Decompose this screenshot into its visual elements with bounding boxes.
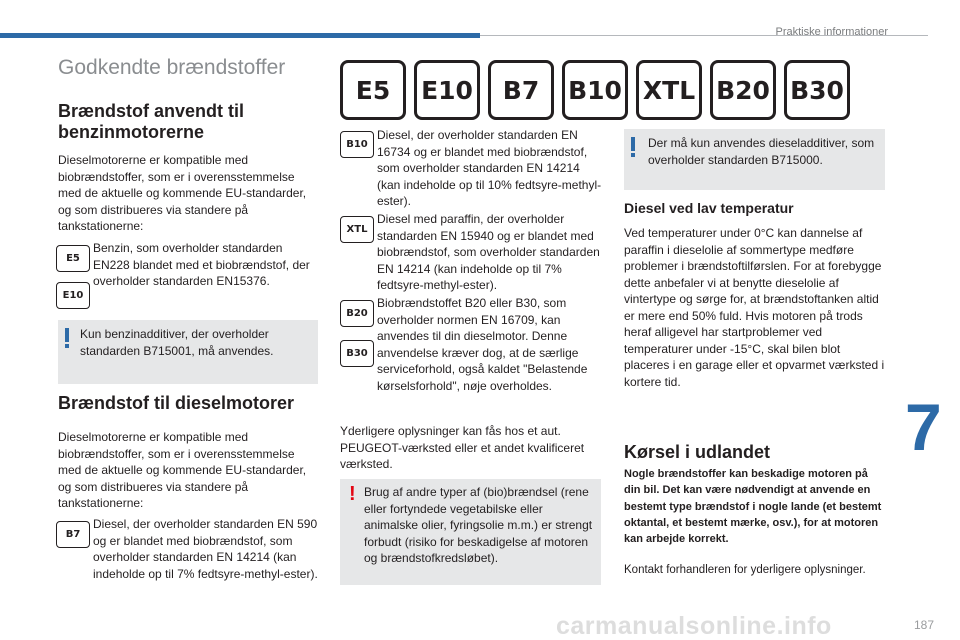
- badge-b30-small: B30: [340, 340, 374, 367]
- badge-b20-small: B20: [340, 300, 374, 327]
- section-title: Praktiske informationer: [775, 26, 888, 38]
- fuel-badge-b10: B10: [562, 60, 628, 120]
- diesel-additive-text: Der må kun anvendes dieseladditiver, som overholder standarden B715000.: [648, 136, 875, 167]
- abroad-warning-text: Nogle brændstoffer kan beskadige motoren på din bil. Det kan være nødvendigt at anvende en bestemt type brændstof i nogle lande (et bestemt oktantal, et bestemt mærke, osv.), for at motoren kan arbejde korrekt.: [624, 468, 882, 546]
- xtl-description: Diesel med paraffin, der overholder standarden EN 15940 og er blandet med biobrændstof, som overholder standarden EN 14214 (kan indeholde op til 7% fedtsyre-methyl-ester).: [377, 212, 600, 292]
- fuel-badge-xtl: XTL: [636, 60, 702, 120]
- fuel-badge-b7: B7: [488, 60, 554, 120]
- fuel-badge-b20: B20: [710, 60, 776, 120]
- info-icon-dot: [631, 153, 635, 157]
- b10-description: Diesel, der overholder standarden EN 16734 og er blandet med biobrændstof, som overholder standarden EN 14214 (kan indeholde op til 10% fedtsyre-methyl-ester).: [377, 128, 602, 208]
- info-icon: [65, 328, 69, 342]
- fuel-badge-e5: E5: [340, 60, 406, 120]
- abroad-heading: Kørsel i udlandet: [624, 442, 771, 462]
- watermark: carmanualsonline.info: [556, 612, 832, 640]
- petrol-intro: Dieselmotorerne er kompatible med biobrændstoffer, som er i overensstemmelse med de aktuelle og kommende EU-standarder, og som distribueres via standere på tankstationerne:: [58, 153, 307, 233]
- abroad-contact-text: Kontakt forhandleren for yderligere oplysninger.: [624, 564, 866, 576]
- diesel-intro: Dieselmotorerne er kompatible med biobrændstoffer, som er i overensstemmelse med de aktuelle og kommende EU-standarder, og som distribueres via standere på tankstationerne:: [58, 430, 307, 510]
- petrol-info-text: Kun benzinadditiver, der overholder standarden B715001, må anvendes.: [80, 327, 274, 358]
- warning-text: Brug af andre typer af (bio)brændsel (rene eller fortyndede vegetabilske eller animalske olier, fyringsolie m.m.) er strengt forbudt (risiko for beskadigelse af motoren og brændstofkredsløbet).: [364, 485, 593, 565]
- chapter-number: 7: [905, 390, 942, 464]
- fuel-badge-b30: B30: [784, 60, 850, 120]
- fuel-badge-e10: E10: [414, 60, 480, 120]
- page-title: Godkendte brændstoffer: [58, 56, 286, 79]
- petrol-info-box: [58, 320, 318, 384]
- diesel-additive-box: [624, 129, 885, 190]
- page-number: 187: [913, 618, 934, 632]
- b20-b30-description: Biobrændstoffet B20 eller B30, som overholder normen EN 16709, kan anvendes til din dieselmotor. Denne anvendelse kræver dog, at de særlige serviceforhold, også kaldet "Belastende kørselsforhold", nøje overholdes.: [377, 296, 588, 393]
- diesel-heading: Brændstof til dieselmotorer: [58, 393, 295, 413]
- badge-e10-small: E10: [56, 282, 90, 309]
- e5-e10-description: Benzin, som overholder standarden EN228 blandet med et biobrændstof, der overholder standarden EN15376.: [93, 241, 310, 288]
- warning-icon: !: [349, 483, 356, 505]
- petrol-heading: Brændstof anvendt til benzinmotorerne: [58, 101, 245, 142]
- warning-box: [340, 479, 601, 585]
- header-accent-bar: [0, 33, 480, 38]
- low-temp-heading: Diesel ved lav temperatur: [624, 200, 794, 216]
- low-temp-text: Ved temperaturer under 0°C kan dannelse af paraffin i dieselolie af sommertype medføre problemer i brændstoftilførslen. For at forebygge dette anbefaler vi at benytte dieselolie af vintertype og sørge for, at brændstoftanken altid er mere end 50% fuld. Hvis motoren på trods heraf alligevel har startproblemer ved temperaturer under -15°C, skal bilen blot placeres i en garage eller et opvarmet værksted i kortere tid.: [624, 226, 885, 389]
- fuel-badge-row: [340, 60, 850, 120]
- info-icon: [631, 137, 635, 151]
- b7-description: Diesel, der overholder standarden EN 590 og er blandet med biobrændstof, som overholder standarden EN 14214 (kan indeholde op til 7% fedtsyre-methyl-ester).: [93, 517, 318, 581]
- badge-e5-small: E5: [56, 245, 90, 272]
- badge-b10-small: B10: [340, 131, 374, 158]
- more-info-text: Yderligere oplysninger kan fås hos et aut. PEUGEOT-værksted eller et andet kvalificeret værksted.: [340, 424, 585, 471]
- badge-xtl-small: XTL: [340, 216, 374, 243]
- info-icon-dot: [65, 344, 69, 348]
- badge-b7-small: B7: [56, 521, 90, 548]
